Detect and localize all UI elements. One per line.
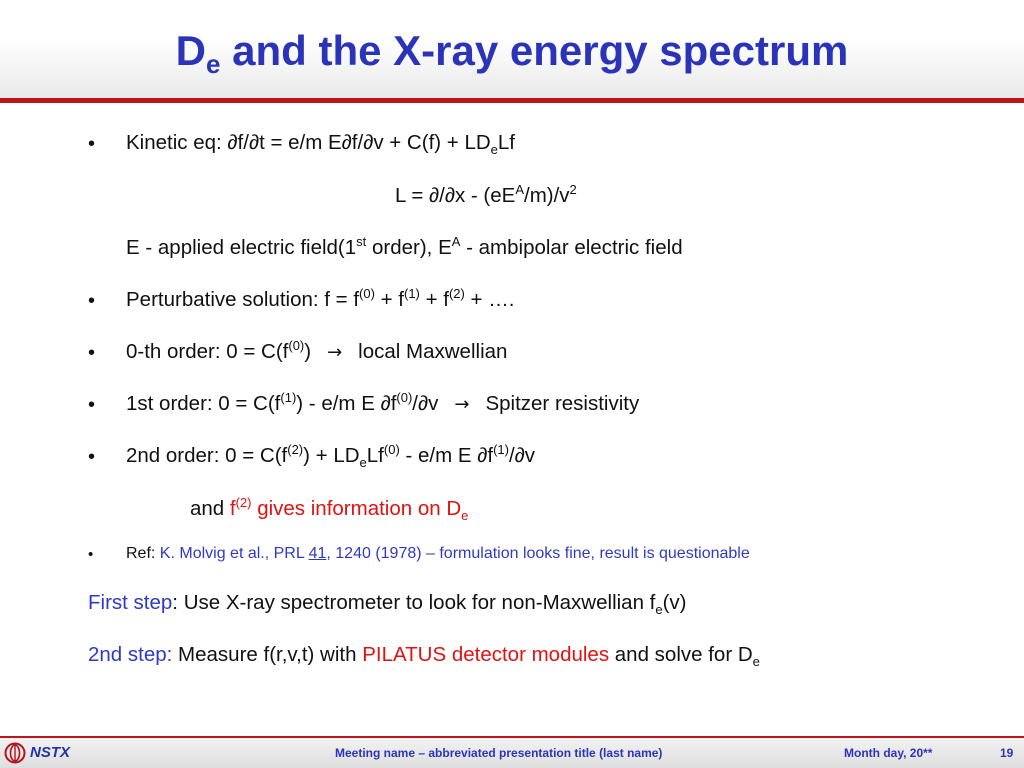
zeroth-order: 0-th order: $0 = C(f^{(0)})$ → local Maxwellian [126,339,507,366]
second-order: 2nd order: $0 = C(f^{(2)}) + LD_eLf^{(0)} - e/m$ E $\partial f^{(1)}/\partial v$ [126,442,536,470]
reference: Ref: K. Molvig et al., PRL 41, 1240 (1978) – formulation looks fine, result is questionable [126,545,750,562]
slide-title [0,26,1024,89]
bullet-kinetic: • [88,133,96,155]
first-order: 1st order: $0 = C(f^{(1)}) - e/m$ E $\partial f^{(0)}/\partial v$ → Spitzer resistivity [126,391,639,418]
title-rest: and the X-ray energy spectrum [220,27,849,74]
bullet-order0: • [88,342,96,364]
second-step: 2nd step: Measure f(r,v,t) with PILATUS detector modules and solve for $D_e$ [88,643,760,669]
header-rule [0,98,1024,103]
nstx-logo-icon [4,742,26,764]
logo-text: NSTX [30,744,71,761]
first-step: First step: Use X-ray spectrometer to look for non-Maxwellian $f_e(v)$ [88,591,687,617]
page-number: 19 [1000,746,1014,760]
field-description: E - applied electric field(1st order), $E^A$ - ambipolar electric field [126,234,683,259]
right-arrow-icon: → [327,342,343,363]
footer-meeting: Meeting name – abbreviated presentation title (last name) [335,746,663,760]
title-main: D [175,27,206,74]
right-arrow-icon: → [454,394,470,415]
kinetic-equation: Kinetic eq: ∂f/∂t = e/m $E\partial f/\partial v + C(f) + LD_eLf$ [126,131,516,157]
bullet-perturbative: • [88,290,96,312]
bullet-ref: • [88,546,94,563]
title-subscript: e [206,49,221,79]
operator-definition: $L = \partial/\partial x - (eE^A/m)/v^2$ [395,182,577,207]
perturbative-solution: Perturbative solution: $f = f^{(0)} + f^{(1)} + f^{(2)}$ + …. [126,286,515,311]
bullet-order1: • [88,394,96,416]
nstx-logo [4,742,86,764]
bullet-order2: • [88,446,96,468]
footer-date: Month day, 20** [844,746,933,760]
f2-information: and $f^{(2)}$ gives information on $D_e$ [190,495,469,523]
